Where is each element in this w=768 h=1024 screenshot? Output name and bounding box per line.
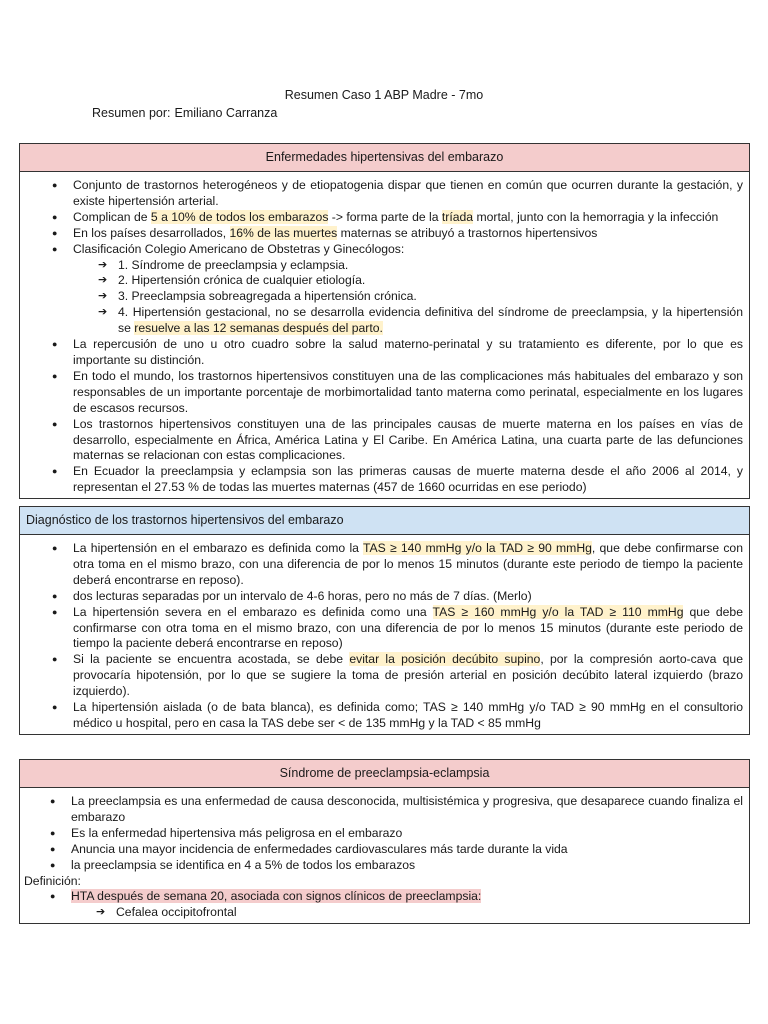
highlight: HTA después de semana 20, asociada con signos clínicos de preeclampsia:: [71, 889, 482, 904]
sub-list-item: ➔ 1. Síndrome de preeclampsia y eclampsia.: [26, 258, 743, 274]
list-item: ● La hipertensión severa en el embarazo es definida como una TAS ≥ 160 mmHg y/o la TAD ≥ 110 mmHg que debe confirmarse con otra toma en el mismo brazo, con una diferencia de por lo menos 15 minutos (durante este periodo de tiempo la paciente deberá encontrarse en reposo): [26, 605, 743, 653]
list-item: ● Es la enfermedad hipertensiva más peligrosa en el embarazo: [24, 826, 743, 842]
section-body: [20, 535, 749, 734]
section-body: [20, 172, 749, 498]
list-item: ● La repercusión de uno u otro cuadro sobre la salud materno-perinatal y su tratamiento es diferente, por lo que es importante su distinción.: [26, 337, 743, 369]
list-item: ● Complican de 5 a 10% de todos los embarazos -> forma parte de la tríada mortal, junto con la hemorragia y la infección: [26, 210, 743, 226]
list-item: ● la preeclampsia se identifica en 4 a 5% de todos los embarazos: [24, 858, 743, 874]
definition-label: Definición:: [24, 873, 81, 888]
list-item: ● La hipertensión aislada (o de bata blanca), es definida como; TAS ≥ 140 mmHg y/o TAD ≥ 90 mmHg en el consultorio médico u hospital, pero en casa la TAS debe ser < de 135 mmHg y la TAD < 85 mmHg: [26, 700, 743, 732]
document-title: Resumen Caso 1 ABP Madre - 7mo: [284, 88, 484, 102]
section-title: Síndrome de preeclampsia-eclampsia: [20, 760, 749, 788]
list-item: ● La preeclampsia es una enfermedad de causa desconocida, multisistémica y progresiva, que desaparece cuando finaliza el embarazo: [24, 794, 743, 826]
highlight: evitar la posición decúbito supino: [349, 652, 541, 667]
list-item: ● Conjunto de trastornos heterogéneos y de etiopatogenia dispar que tienen en común que ocurren durante la gestación, y existe hipertensión arterial.: [26, 178, 743, 210]
highlight: TAS ≥ 140 mmHg y/o la TAD ≥ 90 mmHg: [362, 541, 592, 555]
section-diagnosis: [19, 506, 750, 735]
highlight: 5 a 10% de todos los embarazos: [150, 209, 329, 224]
list-item: ● En Ecuador la preeclampsia y eclampsia son las primeras causas de muerte materna desde el año 2006 al 2014, y representan el 27.53 % de todas las muertes maternas (457 de 1660 ocurridas en ese periodo): [26, 464, 743, 496]
sub-list-item: ➔ 2. Hipertensión crónica de cualquier etiología.: [26, 273, 743, 289]
highlight: TAS ≥ 160 mmHg y/o la TAD ≥ 110 mmHg: [432, 604, 684, 619]
section-preeclampsia: [19, 759, 750, 924]
section-title: Enfermedades hipertensivas del embarazo: [20, 144, 749, 172]
document-author: [92, 106, 277, 120]
list-item: ● Clasificación Colegio Americano de Obstetras y Ginecólogos:: [26, 242, 743, 258]
highlight: 16% de las muertes: [229, 225, 338, 240]
section-body: [20, 788, 749, 923]
sub-list-item: ➔ 3. Preeclampsia sobreagregada a hipertensión crónica.: [26, 289, 743, 305]
section-hypertensive-diseases: [19, 143, 750, 499]
sub-list-item: ➔ 4. Hipertensión gestacional, no se desarrolla evidencia definitiva del síndrome de preeclampsia, y la hipertensión se resuelve a las 12 semanas después del parto.: [26, 305, 743, 337]
highlight: tríada: [441, 209, 474, 224]
list-item: ● Los trastornos hipertensivos constituyen una de las principales causas de muerte materna en los países en vías de desarrollo, especialmente en África, América Latina y El Caribe. En América Latina, una cuarta parte de las defunciones maternas se relacionan con estas complicaciones.: [26, 417, 743, 465]
sub-list-item: ➔ Cefalea occipitofrontal: [24, 905, 743, 921]
list-item: [24, 889, 743, 905]
list-item: ● Si la paciente se encuentra acostada, se debe evitar la posición decúbito supino, por la compresión aorto-cava que provocaría hipotensión, por lo que se sugiere la toma de presión arterial en posición decúbito lateral izquierdo (brazo izquierdo).: [26, 652, 743, 700]
list-item: ● Anuncia una mayor incidencia de enfermedades cardiovasculares más tarde durante la vida: [24, 842, 743, 858]
list-item: ● dos lecturas separadas por un intervalo de 4-6 horas, pero no más de 7 días. (Merlo): [26, 589, 743, 605]
author-name: Emiliano Carranza: [174, 106, 278, 120]
list-item: ● La hipertensión en el embarazo es definida como la TAS ≥ 140 mmHg y/o la TAD ≥ 90 mmHg, que debe confirmarse con otra toma en el mismo brazo, con una diferencia de por lo menos 15 minutos (durante este periodo de tiempo la paciente deberá encontrarse en reposo).: [26, 541, 743, 589]
list-item: ● En todo el mundo, los trastornos hipertensivos constituyen una de las complicaciones más habituales del embarazo y son responsables de un importante porcentaje de morbimortalidad tanto materna como perinatal, especialmente en los lugares de escasos recursos.: [26, 369, 743, 417]
highlight: resuelve a las 12 semanas después del parto.: [134, 321, 383, 336]
section-title: Diagnóstico de los trastornos hipertensivos del embarazo: [20, 506, 749, 535]
author-label: Resumen por:: [92, 106, 171, 120]
list-item: ● En los países desarrollados, 16% de las muertes maternas se atribuyó a trastornos hipertensivos: [26, 226, 743, 242]
